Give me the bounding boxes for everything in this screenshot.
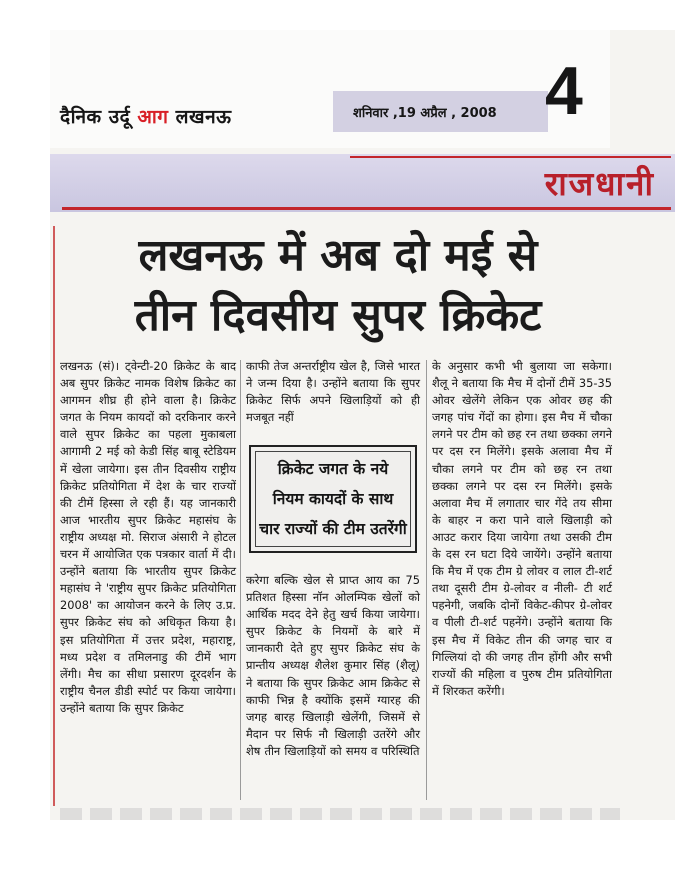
- section-band: [50, 154, 675, 212]
- newspaper-name: [60, 103, 232, 129]
- pull-quote-box: [249, 445, 417, 553]
- pull-quote-line-1: क्रिकेट जगत के नये: [277, 460, 389, 478]
- paper-name-prefix: दैनिक उर्दू: [60, 106, 131, 128]
- issue-date: शनिवार ,19 अप्रैल , 2008: [353, 105, 497, 121]
- pull-quote: [255, 451, 411, 547]
- article-column-2-top: काफी तेज अन्तर्राष्ट्रीय खेल है, जिसे भारत ने जन्म दिया है। उन्होंने बताया कि सुपर क्रिकेट सिर्फ अपने खिलाड़ियों को ही मजबूत नहीं: [246, 359, 420, 425]
- headline-line-1: लखनऊ में अब दो मई से: [138, 230, 538, 281]
- section-bottom-rule: [62, 207, 671, 210]
- bottom-bleed-through: [60, 808, 620, 820]
- headline-line-2: तीन दिवसीय सुपर क्रिकेट: [134, 290, 542, 341]
- paper-name-city: लखनऊ: [175, 106, 232, 128]
- pull-quote-line-3: चार राज्यों की टीम उतरेंगी: [259, 520, 407, 538]
- column-divider-1: [240, 360, 241, 800]
- article-column-3: के अनुसार कभी भी बुलाया जा सकेगा। शैलू ने बताया कि मैच में दोनों टीमें 35-35 ओवर खेलेंगे लेकिन एक ओवर छह की जगह पांच गेंदों का होगा। इस मैच में चौका लगने पर टीम को छह रन तथा छक्का लगने पर दस रन मिलेंगे। इसके अलावा मैच में चौका लगने पर टीम को छह रन तथा छक्का लगने पर दस रन मिलेंगे। इसके अलावा मैच में लगातार चार गेंदे तय सीमा के बाहर न करा पाने वाले खिलाड़ी को आउट करार दिया जायेगा तथा उसकी टीम के दस रन घटा दिये जायेंगे। उन्होंने बताया कि मैच में एक टीम ग्रे लोवर व लाल टी-शर्ट तथा दूसरी टीम ग्रे-लोवर व नीली- टी शर्ट पहनेगी, जबकि दोनों विकेट-कीपर ग्रे-लोवर व पीली टी-शर्ट पहनेंगे। उन्होंने बताया कि इस मैच में विकेट तीन की जगह चार व गिल्लियां दो की जगह तीन होंगी और सभी राज्यों की महिला व पुरुष टीम प्रतियोगिता में शिरकत करेंगी।: [432, 359, 612, 698]
- column-divider-2: [426, 360, 427, 800]
- article-headline: [58, 226, 618, 346]
- section-top-rule: [350, 156, 671, 158]
- date-box: [333, 91, 548, 132]
- page-number: 4: [545, 53, 583, 129]
- article-column-2-bottom: करेगा बल्कि खेल से प्राप्त आय का 75 प्रतिशत हिस्सा नॉन ओलम्पिक खेलों को आर्थिक मदद देने हेतु खर्च किया जायेगा। सुपर क्रिकेट के नियमों के बारे में जानकारी देते हुए सुपर क्रिकेट संघ के प्रान्तीय अध्यक्ष शैलेश कुमार सिंह (शैलू) ने बताया कि सुपर क्रिकेट आम क्रिकेट से काफी भिन्न है क्योंकि इसमें ग्यारह की जगह बारह खिलाड़ी खेलेंगी, जिसमें से मैदान पर सिर्फ नौ खिलाड़ी उतरेंगे और शेष तीन खिलाड़ियों को समय व परिस्थिति: [246, 573, 420, 758]
- article-column-1: लखनऊ (सं)। ट्वेन्टी-20 क्रिकेट के बाद अब सुपर क्रिकेट नामक विशेष क्रिकेट का आगमन शीघ्र ही होने वाला है। क्रिकेट जगत के नियम कायदों को दरकिनार करने वाले सुपर क्रिकेट का पहला मुकाबला आगामी 2 मई को केडी सिंह बाबू स्टेडियम में खेला जायेगा। इस तीन दिवसीय राष्ट्रीय क्रिकेट प्रतियोगिता में देश के चार राज्यों की टीमें हिस्सा ले रही हैं। यह जानकारी आज भारतीय सुपर क्रिकेट महासंघ के राष्ट्रीय अध्यक्ष मो. सिराज अंसारी ने होटल चरन में आयोजित एक पत्रकार वार्ता में दी। उन्होंने बताया कि भारतीय सुपर क्रिकेट महासंघ ने 'राष्ट्रीय सुपर क्रिकेट प्रतियोगिता 2008' का आयोजन करने के लिए उ.प्र. सुपर क्रिकेट संघ को अधिकृत किया है। इस प्रतियोगिता में उत्तर प्रदेश, महाराष्ट्र, मध्य प्रदेश व तमिलनाडु की टीमें भाग लेंगी। मैच का सीधा प्रसारण दूरदर्शन के राष्ट्रीय चैनल डीडी स्पोर्ट पर किया जायेगा। उन्होंने बताया कि सुपर क्रिकेट: [60, 359, 236, 715]
- pull-quote-line-2: नियम कायदों के साथ: [272, 490, 394, 508]
- paper-name-aag: आग: [137, 106, 169, 128]
- left-red-rule: [53, 226, 55, 806]
- section-title: राजधानी: [544, 164, 655, 203]
